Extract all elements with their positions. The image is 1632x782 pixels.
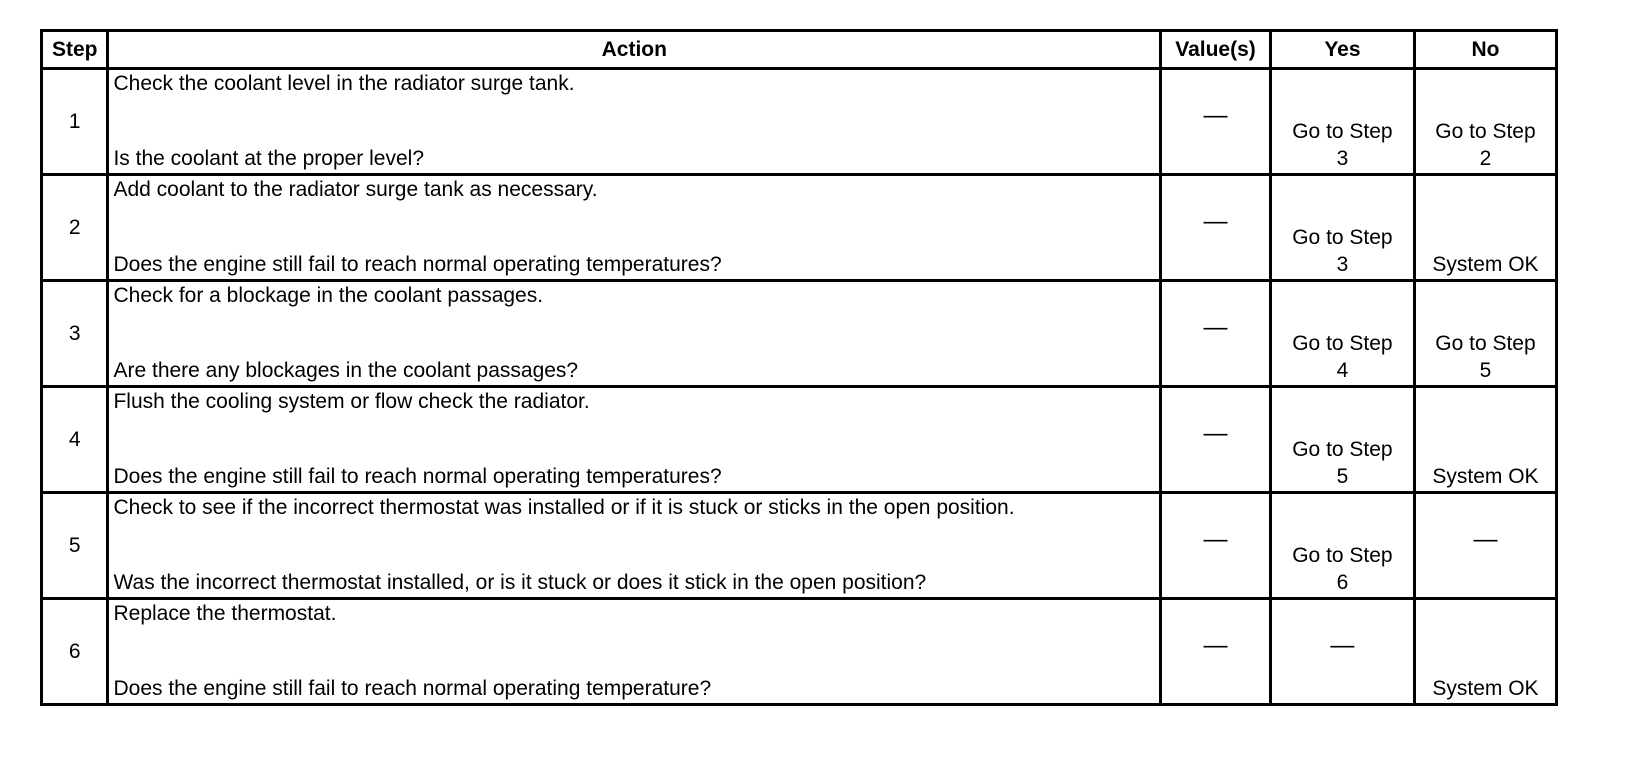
action-instruction: Add coolant to the radiator surge tank as necessary.	[113, 178, 598, 201]
no-result-text: System OK	[1432, 465, 1539, 488]
yes-goto-step: 3	[1336, 147, 1349, 170]
action-cell	[108, 175, 1161, 281]
yes-goto-label: Go to Step	[1292, 332, 1393, 355]
table-row	[42, 69, 1557, 175]
table-body	[42, 69, 1557, 705]
yes-goto-label: Go to Step	[1292, 544, 1393, 567]
header-action: Action	[108, 31, 1161, 69]
table-row	[42, 281, 1557, 387]
action-question: Are there any blockages in the coolant passages?	[113, 359, 579, 382]
diagnostic-table	[40, 29, 1558, 706]
yes-goto-step: 4	[1336, 359, 1349, 382]
yes-cell	[1270, 281, 1414, 387]
value-cell	[1161, 175, 1271, 281]
header-row	[42, 31, 1557, 69]
no-dash: —	[1473, 525, 1498, 553]
value-dash: —	[1203, 207, 1228, 235]
action-question: Does the engine still fail to reach normal operating temperatures?	[113, 465, 722, 488]
no-result-text: System OK	[1432, 677, 1539, 700]
no-goto-step: 5	[1479, 359, 1492, 382]
yes-cell	[1270, 69, 1414, 175]
action-cell	[108, 69, 1161, 175]
no-goto-label: Go to Step	[1435, 332, 1536, 355]
yes-cell	[1270, 599, 1414, 705]
action-cell	[108, 281, 1161, 387]
yes-cell	[1270, 175, 1414, 281]
header-yes: Yes	[1270, 31, 1414, 69]
table-row	[42, 387, 1557, 493]
step-number: 2	[42, 175, 108, 281]
value-cell	[1161, 69, 1271, 175]
yes-goto-label: Go to Step	[1292, 120, 1393, 143]
step-number: 3	[42, 281, 108, 387]
no-cell	[1414, 69, 1556, 175]
yes-dash: —	[1330, 631, 1355, 659]
header-no: No	[1414, 31, 1556, 69]
action-instruction: Check the coolant level in the radiator surge tank.	[113, 72, 575, 95]
no-goto-step: 2	[1479, 147, 1492, 170]
step-number: 6	[42, 599, 108, 705]
no-cell	[1414, 387, 1556, 493]
step-number: 5	[42, 493, 108, 599]
header-step: Step	[42, 31, 108, 69]
no-goto-label: Go to Step	[1435, 120, 1536, 143]
action-question: Does the engine still fail to reach normal operating temperatures?	[113, 253, 722, 276]
yes-goto-label: Go to Step	[1292, 226, 1393, 249]
table-row	[42, 493, 1557, 599]
action-instruction: Flush the cooling system or flow check the radiator.	[113, 390, 590, 413]
value-cell	[1161, 493, 1271, 599]
yes-cell	[1270, 387, 1414, 493]
step-number: 1	[42, 69, 108, 175]
action-instruction: Replace the thermostat.	[113, 602, 337, 625]
value-dash: —	[1203, 419, 1228, 447]
yes-goto-step: 5	[1336, 465, 1349, 488]
value-dash: —	[1203, 101, 1228, 129]
yes-goto-step: 3	[1336, 253, 1349, 276]
yes-goto-label: Go to Step	[1292, 438, 1393, 461]
step-number: 4	[42, 387, 108, 493]
no-cell	[1414, 281, 1556, 387]
action-cell	[108, 387, 1161, 493]
no-result-text: System OK	[1432, 253, 1539, 276]
action-question: Does the engine still fail to reach normal operating temperature?	[113, 677, 712, 700]
table-row	[42, 599, 1557, 705]
value-cell	[1161, 281, 1271, 387]
action-question: Was the incorrect thermostat installed, or is it stuck or does it stick in the open position?	[113, 571, 927, 594]
yes-cell	[1270, 493, 1414, 599]
action-instruction: Check for a blockage in the coolant passages.	[113, 284, 544, 307]
action-cell	[108, 493, 1161, 599]
header-values: Value(s)	[1161, 31, 1271, 69]
yes-goto-step: 6	[1336, 571, 1349, 594]
value-dash: —	[1203, 313, 1228, 341]
no-cell	[1414, 175, 1556, 281]
table-row	[42, 175, 1557, 281]
action-instruction: Check to see if the incorrect thermostat was installed or if it is stuck or sticks in the open position.	[113, 496, 1015, 519]
value-dash: —	[1203, 631, 1228, 659]
value-cell	[1161, 599, 1271, 705]
action-cell	[108, 599, 1161, 705]
table-header	[42, 31, 1557, 69]
no-cell	[1414, 493, 1556, 599]
no-cell	[1414, 599, 1556, 705]
value-dash: —	[1203, 525, 1228, 553]
value-cell	[1161, 387, 1271, 493]
action-question: Is the coolant at the proper level?	[113, 147, 424, 170]
